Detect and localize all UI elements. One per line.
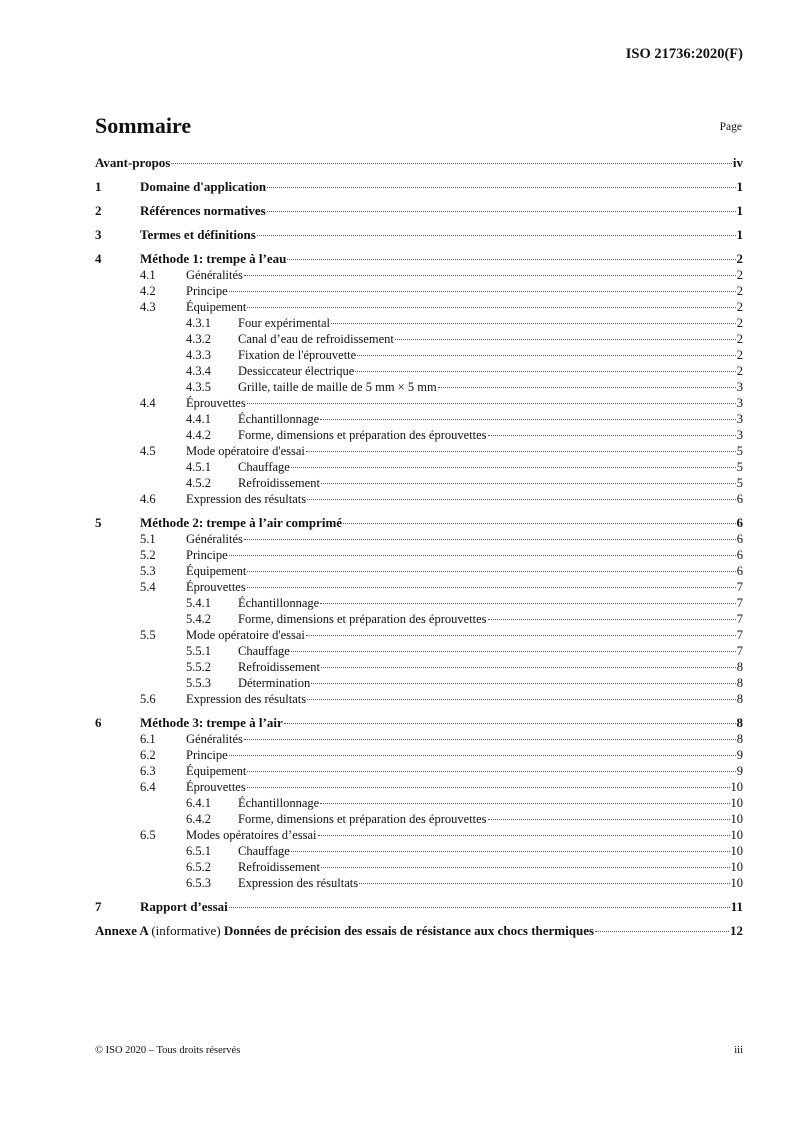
dot-leader [321,483,736,484]
toc-entry-title: Refroidissement [238,476,320,490]
toc-entry-number: 4.3.2 [186,332,211,346]
toc-entry-number: 1 [95,179,102,194]
toc-entry[interactable] [95,563,743,579]
dot-leader [291,651,736,652]
dot-leader [307,699,736,700]
toc-entry-title: Refroidissement [238,860,320,874]
toc-entry[interactable] [95,843,743,859]
toc-entry-page: 8 [736,692,743,706]
toc-entry-page: 12 [730,923,743,938]
toc-entry-number: 4.4 [140,396,156,410]
toc-entry-title: Expression des résultats [186,692,307,706]
dot-leader [318,835,730,836]
toc-entry[interactable] [95,515,743,531]
toc-entry-page: 10 [730,780,743,794]
toc-entry-title: Références normatives [140,203,266,218]
toc-entry-title: Termes et définitions [140,227,256,242]
toc-entry-number: 6.3 [140,764,156,778]
toc-entry-number: 4.3.4 [186,364,211,378]
dot-leader [244,539,736,540]
toc-entry-page: 7 [736,612,743,626]
toc-entry[interactable] [95,579,743,595]
toc-entry-title: Forme, dimensions et préparation des éprouvettes [238,612,487,626]
toc-entry[interactable] [95,315,743,331]
toc-entry[interactable] [95,427,743,443]
toc-entry-page: 10 [730,828,743,842]
toc-entry-page: 6 [736,564,743,578]
toc-entry-number: 3 [95,227,102,242]
toc-entry-page: 10 [730,860,743,874]
dot-leader [320,419,736,420]
toc-entry[interactable] [95,379,743,395]
page-title: Sommaire [95,113,192,138]
dot-leader [287,259,735,260]
toc-entry-page: 3 [736,396,743,410]
dot-leader [247,571,735,572]
dot-leader [321,867,730,868]
toc-entry-page: 8 [736,715,743,730]
annex-qualifier: (informative) [151,923,221,938]
toc-entry-number: 5.3 [140,564,156,578]
toc-entry[interactable] [95,547,743,563]
toc-entry[interactable] [95,459,743,475]
toc-entry-title: Dessiccateur électrique [238,364,355,378]
toc-entry-title: Méthode 3: trempe à l’air [140,715,283,730]
toc-entry[interactable] [95,595,743,611]
dot-leader [395,339,736,340]
toc-entry-title: Méthode 2: trempe à l’air comprimé [140,515,343,530]
toc-entry-title: Canal d’eau de refroidissement [238,332,394,346]
toc-entry-title: Mode opératoire d'essai [186,628,305,642]
toc-entry-page: 6 [736,515,743,530]
toc-entry-page: 5 [736,460,743,474]
toc-entry-page: 10 [730,844,743,858]
toc-entry-page: 2 [736,316,743,330]
toc-entry-number: 6.1 [140,732,156,746]
table-of-contents [95,155,743,939]
toc-entry[interactable] [95,155,743,171]
toc-entry[interactable] [95,283,743,299]
dot-leader [320,603,736,604]
toc-entry-number: 4.5 [140,444,156,458]
toc-entry[interactable] [95,363,743,379]
toc-entry-page: 11 [730,899,743,914]
dot-leader [247,771,735,772]
toc-entry-page: 2 [736,348,743,362]
toc-entry-title: Équipement [186,300,247,314]
toc-entry-page: 6 [736,532,743,546]
toc-entry-number: 6.4.2 [186,812,211,826]
toc-entry-number: 4.4.1 [186,412,211,426]
toc-entry-page: 1 [736,179,743,194]
toc-entry[interactable] [95,491,743,507]
dot-leader [307,499,736,500]
toc-entry-title: Éprouvettes [186,396,246,410]
toc-entry-title: Généralités [186,268,243,282]
toc-entry[interactable] [95,715,743,731]
toc-entry-title: Généralités [186,732,243,746]
toc-entry-page: 8 [736,660,743,674]
toc-entry-page: 5 [736,444,743,458]
dot-leader [306,635,736,636]
toc-entry[interactable] [95,395,743,411]
toc-entry-title: Éprouvettes [186,780,246,794]
toc-entry-number: 2 [95,203,102,218]
toc-entry-number: 4.3.5 [186,380,211,394]
dot-leader [267,211,736,212]
toc-entry[interactable] [95,475,743,491]
toc-entry[interactable] [95,875,743,891]
toc-entry-number: 6.4 [140,780,156,794]
annex-title: Données de précision des essais de résistance aux chocs thermiques [223,923,595,938]
toc-entry[interactable] [95,531,743,547]
toc-entry-number: 5.4 [140,580,156,594]
dot-leader [488,619,736,620]
toc-entry-title: Modes opératoires d’essai [186,828,317,842]
dot-leader [359,883,729,884]
dot-leader [244,275,736,276]
dot-leader [595,931,729,932]
toc-entry-title: Avant-propos [95,155,171,170]
toc-entry-title: Forme, dimensions et préparation des éprouvettes [238,428,487,442]
toc-entry-title: Expression des résultats [238,876,359,890]
toc-entry-number: 6.4.1 [186,796,211,810]
toc-entry-page: 7 [736,644,743,658]
toc-entry-page: 6 [736,548,743,562]
dot-leader [355,371,735,372]
dot-leader [438,387,736,388]
toc-entry-title: Refroidissement [238,660,320,674]
toc-entry-title: Principe [186,284,228,298]
toc-entry-page: 1 [736,203,743,218]
dot-leader [229,291,736,292]
toc-entry-number: 5.5.3 [186,676,211,690]
toc-entry-page: 3 [736,380,743,394]
dot-leader [291,467,736,468]
toc-entry-title: Mode opératoire d'essai [186,444,305,458]
toc-entry[interactable] [95,675,743,691]
toc-entry-number: 4.3.3 [186,348,211,362]
toc-entry-page: 2 [736,268,743,282]
toc-entry-title: Rapport d’essai [140,899,228,914]
toc-entry-title: Chauffage [238,460,290,474]
dot-leader [247,307,735,308]
toc-entry-number: 5.4.1 [186,596,211,610]
toc-entry-number: 6.2 [140,748,156,762]
toc-entry-page: 1 [736,227,743,242]
toc-entry-number: 4.6 [140,492,156,506]
dot-leader [311,683,736,684]
toc-entry-title: Éprouvettes [186,580,246,594]
toc-entry-page: 8 [736,676,743,690]
toc-entry[interactable] [95,899,743,915]
dot-leader [320,803,729,804]
toc-entry-number: 4.3 [140,300,156,314]
toc-entry-title: Grille, taille de maille de 5 mm × 5 mm [238,380,437,394]
annex-title-group [95,923,594,939]
toc-entry-title: Échantillonnage [238,596,320,610]
dot-leader [247,787,730,788]
toc-entry-number: 5.6 [140,692,156,706]
toc-entry[interactable] [95,747,743,763]
toc-entry-number: 6.5.2 [186,860,211,874]
toc-entry-number: 4.4.2 [186,428,211,442]
toc-entry[interactable] [95,203,743,219]
toc-entry-number: 4 [95,251,102,266]
toc-entry[interactable] [95,251,743,267]
toc-entry[interactable] [95,299,743,315]
dot-leader [244,739,736,740]
toc-entry-title: Équipement [186,564,247,578]
toc-entry-page: 7 [736,580,743,594]
toc-entry-title: Principe [186,548,228,562]
toc-entry-title: Généralités [186,532,243,546]
toc-entry-number: 5 [95,515,102,530]
dot-leader [229,907,730,908]
toc-entry[interactable] [95,627,743,643]
toc-entry-number: 6.5.3 [186,876,211,890]
toc-entry-title: Chauffage [238,644,290,658]
dot-leader [247,403,736,404]
toc-entry-title: Méthode 1: trempe à l’eau [140,251,287,266]
page-number: iii [734,1045,743,1056]
toc-entry-title: Forme, dimensions et préparation des éprouvettes [238,812,487,826]
toc-entry[interactable] [95,731,743,747]
toc-entry-annex[interactable] [95,923,743,939]
toc-entry-title: Four expérimental [238,316,330,330]
toc-entry-page: 2 [736,364,743,378]
dot-leader [488,435,736,436]
dot-leader [284,723,736,724]
toc-entry[interactable] [95,691,743,707]
document-id: ISO 21736:2020(F) [625,46,743,62]
dot-leader [321,667,736,668]
toc-entry-page: 10 [730,876,743,890]
toc-entry-title: Domaine d'application [140,179,267,194]
toc-entry-page: 8 [736,732,743,746]
toc-entry-number: 4.5.1 [186,460,211,474]
toc-entry[interactable] [95,227,743,243]
dot-leader [357,355,736,356]
dot-leader [257,235,736,236]
toc-entry-number: 6.5 [140,828,156,842]
toc-entry-page: 5 [736,476,743,490]
toc-entry[interactable] [95,267,743,283]
toc-entry-page: 3 [736,428,743,442]
toc-entry-page: iv [732,155,743,170]
toc-entry-number: 6.5.1 [186,844,211,858]
toc-entry-number: 4.3.1 [186,316,211,330]
annex-label: Annexe A [95,923,149,938]
dot-leader [171,163,732,164]
toc-entry[interactable] [95,659,743,675]
toc-entry-number: 5.2 [140,548,156,562]
toc-entry-page: 9 [736,748,743,762]
dot-leader [331,323,736,324]
toc-entry-number: 4.1 [140,268,156,282]
toc-entry-number: 5.5 [140,628,156,642]
dot-leader [488,819,730,820]
toc-entry-title: Fixation de l'éprouvette [238,348,357,362]
toc-entry-page: 2 [736,332,743,346]
toc-entry-page: 7 [736,628,743,642]
toc-entry[interactable] [95,795,743,811]
dot-leader [306,451,736,452]
toc-entry-number: 5.5.2 [186,660,211,674]
toc-entry-number: 5.5.1 [186,644,211,658]
toc-entry[interactable] [95,763,743,779]
toc-entry-number: 7 [95,899,102,914]
toc-entry-title: Échantillonnage [238,796,320,810]
toc-entry-title: Chauffage [238,844,290,858]
toc-entry-page: 2 [736,300,743,314]
toc-entry-page: 7 [736,596,743,610]
toc-entry-number: 5.1 [140,532,156,546]
copyright-footer: © ISO 2020 – Tous droits réservés [95,1045,241,1056]
dot-leader [291,851,730,852]
toc-entry-number: 4.5.2 [186,476,211,490]
dot-leader [229,555,736,556]
dot-leader [267,187,735,188]
toc-entry[interactable] [95,643,743,659]
page-column-label: Page [719,121,742,133]
toc-entry[interactable] [95,179,743,195]
toc-entry[interactable] [95,779,743,795]
toc-entry-number: 4.2 [140,284,156,298]
toc-entry-title: Détermination [238,676,311,690]
toc-entry-page: 3 [736,412,743,426]
toc-entry-page: 2 [736,284,743,298]
toc-entry[interactable] [95,331,743,347]
toc-entry-number: 5.4.2 [186,612,211,626]
toc-entry-page: 6 [736,492,743,506]
toc-entry-title: Expression des résultats [186,492,307,506]
dot-leader [343,523,735,524]
toc-entry-page: 10 [730,812,743,826]
toc-entry-page: 9 [736,764,743,778]
toc-entry-page: 10 [730,796,743,810]
dot-leader [247,587,736,588]
toc-entry[interactable] [95,811,743,827]
toc-entry[interactable] [95,347,743,363]
toc-entry-title: Équipement [186,764,247,778]
toc-entry-title: Échantillonnage [238,412,320,426]
toc-entry[interactable] [95,611,743,627]
toc-entry[interactable] [95,411,743,427]
toc-entry-title: Principe [186,748,228,762]
dot-leader [229,755,736,756]
toc-entry-number: 6 [95,715,102,730]
toc-entry[interactable] [95,443,743,459]
toc-entry[interactable] [95,827,743,843]
toc-entry-page: 2 [736,251,743,266]
toc-entry[interactable] [95,859,743,875]
